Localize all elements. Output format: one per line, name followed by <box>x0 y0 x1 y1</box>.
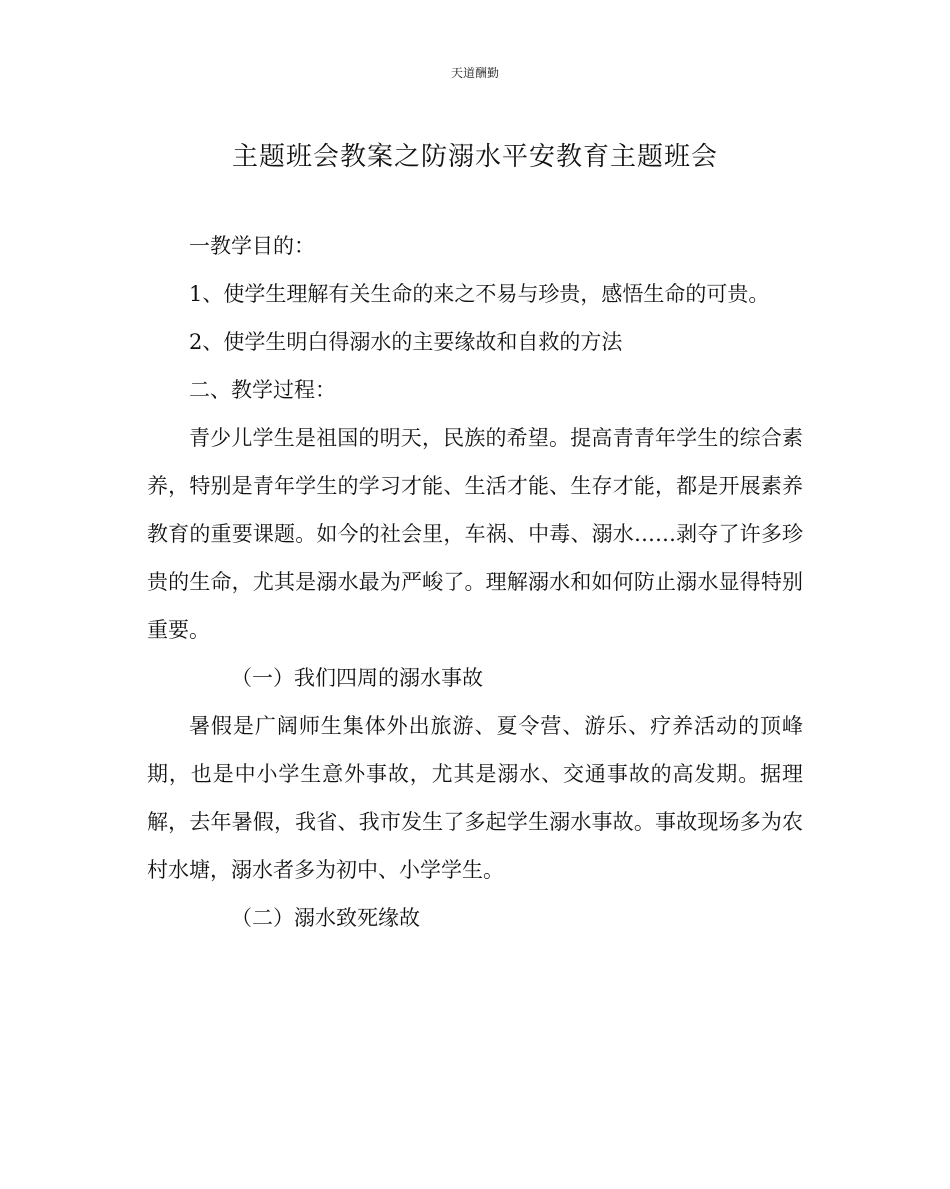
document-body <box>147 222 803 942</box>
section-heading-objectives: 一教学目的： <box>189 234 315 258</box>
body-paragraph: 暑假是广阔师生集体外出旅游、夏令营、游乐、疗养活动的顶峰期，也是中小学生意外事故，尤其是溺水、交通事故的高发期。据理解，去年暑假，我省、我市发生了多起学生溺水事故。事故现场多为农村水塘，溺水者多为初中、小学学生。 <box>147 714 803 882</box>
objective-item: 2、使学生明白得溺水的主要缘故和自救的方法 <box>189 330 623 354</box>
body-paragraph: 青少儿学生是祖国的明天，民族的希望。提高青青年学生的综合素养，特别是青年学生的学习才能、生活才能、生存才能，都是开展素养教育的重要课题。如今的社会里，车祸、中毒、溺水……剥夺了许多珍贵的生命，尤其是溺水最为严峻了。理解溺水和如何防止溺水显得特别重要。 <box>147 426 803 642</box>
document-title: 主题班会教案之防溺水平安教育主题班会 <box>231 142 718 172</box>
section-heading-process: 二、教学过程： <box>189 378 336 402</box>
objective-item: 1、使学生理解有关生命的来之不易与珍贵，感悟生命的可贵。 <box>189 282 770 306</box>
subsection-heading: （二）溺水致死缘故 <box>231 906 420 930</box>
page-header: 天道酬勤 <box>450 66 499 80</box>
subsection-heading: （一）我们四周的溺水事故 <box>231 666 483 690</box>
